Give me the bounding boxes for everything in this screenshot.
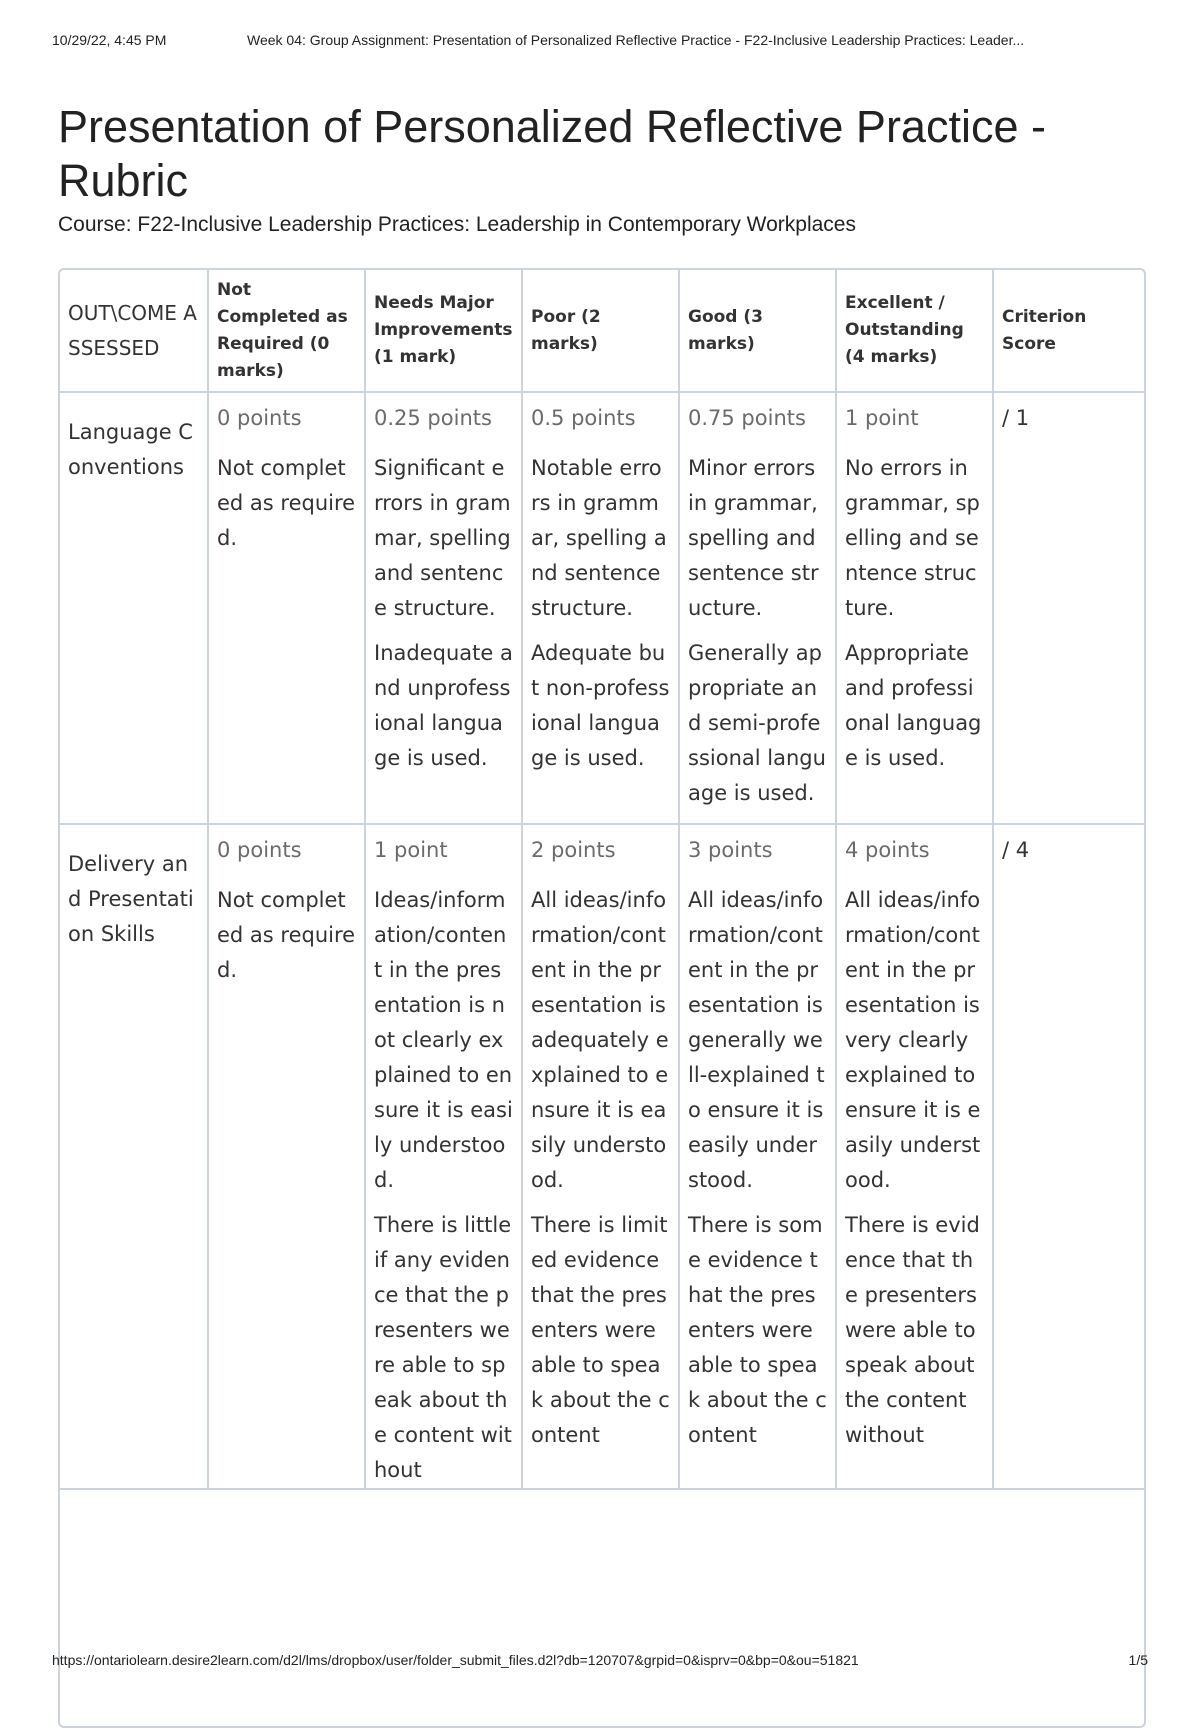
criterion-name-cell (60, 824, 208, 1489)
level-description: There is evidence that the presenters were able to speak about the content without (845, 1213, 980, 1447)
level-cell (679, 392, 836, 824)
header-level-4: Excellent / Outstanding (4 marks) (836, 270, 993, 392)
level-points: 0 points (217, 838, 302, 862)
level-points: 2 points (531, 838, 616, 862)
level-cell (208, 824, 365, 1489)
level-description: There is some evidence that the presenters were able to speak about the content (688, 1213, 827, 1447)
rubric-header-row (60, 270, 1146, 392)
level-description: Notable errors in grammar, spelling and sentence structure. (531, 456, 667, 620)
level-description: All ideas/information/content in the presentation is very clearly explained to ensure it is easily understood. (845, 888, 981, 1192)
header-criterion-score: Criterion Score (993, 270, 1146, 392)
header-level-1: Needs Major Improvements (1 mark) (365, 270, 522, 392)
level-points: 0.5 points (531, 406, 636, 430)
level-cell (836, 824, 993, 1489)
level-description: Appropriate and professional language is used. (845, 641, 982, 770)
level-description: No errors in grammar, spelling and sentence structure. (845, 456, 980, 620)
level-cell (836, 392, 993, 824)
header-level-3: Good (3 marks) (679, 270, 836, 392)
criterion-name: Language Conventions (68, 420, 193, 479)
header-level-2: Poor (2 marks) (522, 270, 679, 392)
level-description: Not completed as required. (217, 888, 356, 982)
criterion-name: Delivery and Presentation Skills (68, 852, 194, 946)
print-header (52, 32, 1148, 52)
criterion-row-delivery-presentation (60, 824, 1146, 1489)
level-description: There is limited evidence that the presenters were able to speak about the content (531, 1213, 670, 1447)
criterion-score-cell (993, 824, 1146, 1489)
header-level-0: Not Completed as Required (0 marks) (208, 270, 365, 392)
level-description: Adequate but non-professional language is used. (531, 641, 670, 770)
level-points: 0.75 points (688, 406, 806, 430)
level-cell (679, 824, 836, 1489)
level-points: 1 point (374, 838, 448, 862)
level-description: Significant errors in grammar, spelling and sentence structure. (374, 456, 511, 620)
level-points: 0 points (217, 406, 302, 430)
criterion-score: / 1 (1002, 406, 1030, 430)
level-description: Ideas/information/content in the presentation is not clearly explained to ensure it is easily understood. (374, 888, 513, 1192)
page-title: Presentation of Personalized Reflective Practice - Rubric (58, 101, 1046, 206)
level-description: Not completed as required. (217, 456, 356, 550)
level-description: All ideas/information/content in the presentation is adequately explained to ensure it is easily understood. (531, 888, 669, 1192)
level-description: Generally appropriate and semi-professional language is used. (688, 641, 826, 805)
print-date: 10/29/22, 4:45 PM (52, 32, 167, 48)
level-description: All ideas/information/content in the presentation is generally well-explained to ensure it is easily understood. (688, 888, 825, 1192)
level-description: Inadequate and unprofessional language is used. (374, 641, 513, 770)
print-document-title: Week 04: Group Assignment: Presentation of Personalized Reflective Practice - F22-Inclusive Leadership Practices: Leader... (247, 32, 1025, 48)
level-points: 3 points (688, 838, 773, 862)
print-footer (52, 1652, 1148, 1672)
level-points: 1 point (845, 406, 919, 430)
level-cell (208, 392, 365, 824)
header-outcome: OUT\COME ASSESSED (60, 270, 208, 392)
level-points: 0.25 points (374, 406, 492, 430)
page-number: 1/5 (1128, 1652, 1148, 1668)
level-cell (365, 392, 522, 824)
level-cell (522, 392, 679, 824)
level-description: Minor errors in grammar, spelling and sentence structure. (688, 456, 819, 620)
course-name: Course: F22-Inclusive Leadership Practices: Leadership in Contemporary Workplaces (58, 213, 856, 236)
criterion-row-language-conventions (60, 392, 1146, 824)
rubric-table (60, 270, 1146, 1490)
rubric-table-container (58, 268, 1146, 1728)
level-description: There is little if any evidence that the presenters were able to speak about the content without (374, 1213, 512, 1482)
level-cell (522, 824, 679, 1489)
print-url: https://ontariolearn.desire2learn.com/d2l/lms/dropbox/user/folder_submit_files.d2l?db=120707&grpid=0&isprv=0&bp=0&ou=51821 (52, 1652, 859, 1668)
level-points: 4 points (845, 838, 930, 862)
criterion-name-cell (60, 392, 208, 824)
level-cell (365, 824, 522, 1489)
criterion-score-cell (993, 392, 1146, 824)
criterion-score: / 4 (1002, 838, 1030, 862)
